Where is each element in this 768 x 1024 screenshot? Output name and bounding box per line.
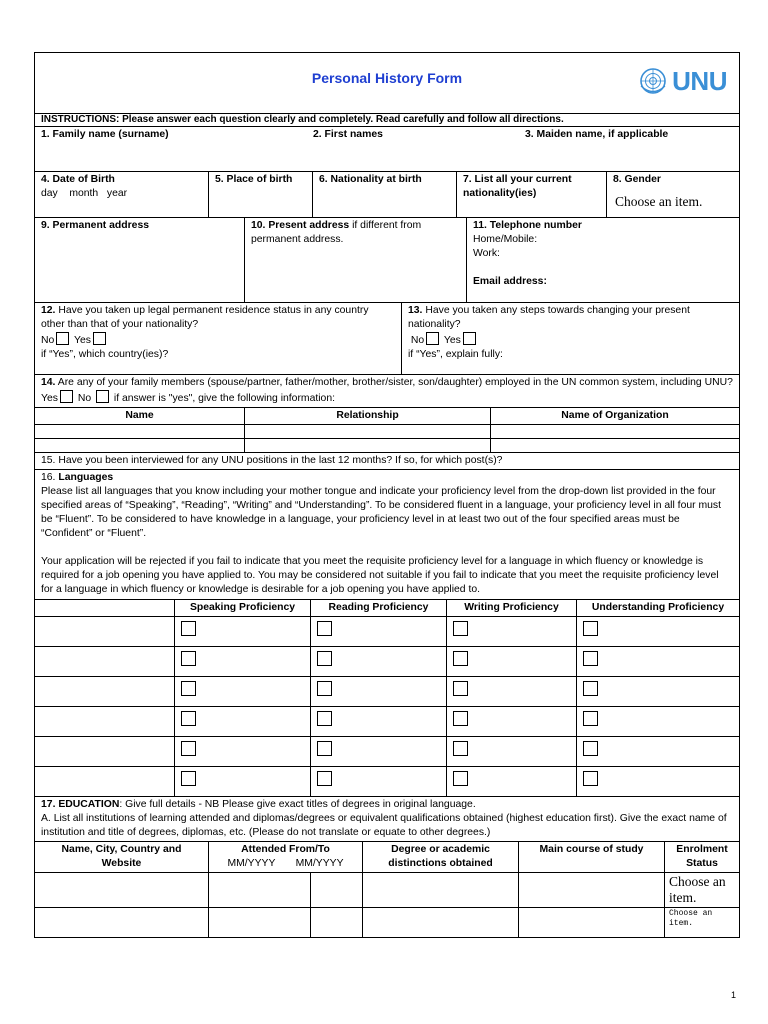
gender-label: 8. Gender: [613, 173, 661, 185]
reading-proficiency-dropdown[interactable]: [317, 741, 332, 756]
writing-proficiency-dropdown[interactable]: [453, 651, 468, 666]
speaking-proficiency-dropdown[interactable]: [181, 711, 196, 726]
birth-section: [34, 172, 740, 219]
writing-proficiency-cell: [447, 677, 577, 707]
writing-proficiency-cell: [447, 737, 577, 767]
q13-followup: if “Yes”, explain fully:: [408, 348, 503, 360]
writing-proficiency-dropdown[interactable]: [453, 681, 468, 696]
q17-line-a: A. List all institutions of learning attended and diplomas/degrees or equivalent qualifications obtained (highest education first). Give the exact name of institution and title of degrees, diplomas, etc. (Please do not translate or equate to other degrees.): [41, 813, 727, 838]
understanding-proficiency-cell: [577, 617, 740, 647]
q12-yes-label: Yes: [74, 334, 91, 346]
gender-field: [607, 172, 740, 218]
edu-name-cell[interactable]: [35, 908, 209, 938]
edu-col-degree: Degree or academic distinctions obtained: [363, 842, 519, 873]
dob-parts: [41, 187, 202, 201]
q12-num: 12.: [41, 304, 56, 316]
understanding-proficiency-cell: [577, 707, 740, 737]
speaking-proficiency-dropdown[interactable]: [181, 741, 196, 756]
residence-question: [35, 303, 402, 375]
languages-para-1: Please list all languages that you know including your mother tongue and indicate your proficiency level from the drop-down list provided in the four specified areas of “Speaking”, “Reading”, “Writing” and “Understanding”. To be considered fluent in a language, your proficiency level in all four must be “Fluent”. To be considered to have knowledge in a language, your proficiency level in at least two out of the four specified areas must be “Confident” or “Fluent”.: [41, 486, 721, 539]
understanding-proficiency-cell: [577, 737, 740, 767]
family-un-section: [34, 375, 740, 453]
gender-dropdown[interactable]: Choose an item.: [615, 193, 703, 209]
writing-col: Writing Proficiency: [447, 600, 577, 617]
understanding-proficiency-cell: [577, 647, 740, 677]
edu-to-label: MM/YYYY: [295, 858, 344, 869]
family-org-cell[interactable]: [491, 439, 740, 453]
understanding-proficiency-dropdown[interactable]: [583, 711, 598, 726]
languages-section: [34, 453, 740, 600]
q13-text: Have you taken any steps towards changing your present nationality?: [408, 304, 690, 330]
edu-study-cell[interactable]: [519, 873, 665, 908]
language-name-cell[interactable]: [35, 707, 175, 737]
place-of-birth-field[interactable]: 5. Place of birth: [209, 172, 313, 218]
q17-intro: : Give full details - NB Please give exact titles of degrees in original language.: [119, 799, 476, 810]
understanding-col: Understanding Proficiency: [577, 600, 740, 617]
family-un-question: [35, 375, 740, 408]
reading-proficiency-cell: [311, 707, 447, 737]
telephone-field[interactable]: [467, 218, 740, 302]
q14-text: Are any of your family members (spouse/partner, father/mother, brother/sister, son/daughter) employed in the UN common system, including UNU? Yes: [41, 377, 733, 404]
language-name-cell[interactable]: [35, 647, 175, 677]
speaking-proficiency-dropdown[interactable]: [181, 651, 196, 666]
speaking-proficiency-cell: [175, 737, 311, 767]
understanding-proficiency-cell: [577, 767, 740, 797]
edu-attended-label: Attended From/To: [241, 844, 330, 855]
languages-table: [34, 600, 740, 797]
maiden-name-field[interactable]: 3. Maiden name, if applicable: [519, 127, 740, 171]
form-title: Personal History Form: [311, 70, 463, 86]
edu-col-attended: [209, 842, 363, 873]
q13-yes-label: Yes: [443, 334, 461, 346]
family-name-cell[interactable]: [35, 439, 245, 453]
reading-proficiency-cell: [311, 647, 447, 677]
q16-title: Languages: [58, 472, 114, 483]
writing-proficiency-dropdown[interactable]: [453, 621, 468, 636]
edu-study-cell[interactable]: [519, 908, 665, 938]
telephone-label: 11. Telephone number: [473, 220, 582, 231]
q12-text: Have you taken up legal permanent residence status in any country other than that of your nationality?: [41, 304, 369, 330]
speaking-proficiency-cell: [175, 707, 311, 737]
reading-proficiency-cell: [311, 767, 447, 797]
understanding-proficiency-dropdown[interactable]: [583, 771, 598, 786]
reading-proficiency-cell: [311, 677, 447, 707]
edu-col-study: Main course of study: [519, 842, 665, 873]
page-number: 1: [730, 990, 736, 1000]
q13-num: 13.: [408, 304, 423, 316]
understanding-proficiency-cell: [577, 677, 740, 707]
edu-col-name: Name, City, Country and Website: [35, 842, 209, 873]
family-relationship-cell[interactable]: [245, 439, 491, 453]
dob-day-label: day: [41, 187, 58, 199]
first-names-field[interactable]: 2. First names: [307, 127, 519, 171]
q16-prefix: 16.: [41, 472, 59, 483]
reading-proficiency-dropdown[interactable]: [317, 711, 332, 726]
work-label: Work:: [473, 248, 500, 259]
understanding-proficiency-dropdown[interactable]: [583, 651, 598, 666]
edu-name-cell[interactable]: [35, 873, 209, 908]
form-header: [34, 52, 740, 127]
writing-proficiency-cell: [447, 617, 577, 647]
speaking-proficiency-dropdown[interactable]: [181, 681, 196, 696]
col-name: Name: [35, 408, 245, 425]
edu-degree-cell[interactable]: [363, 873, 519, 908]
understanding-proficiency-dropdown[interactable]: [583, 621, 598, 636]
reading-proficiency-dropdown[interactable]: [317, 651, 332, 666]
email-label: Email address:: [473, 276, 547, 287]
education-section: [34, 797, 740, 938]
writing-proficiency-dropdown[interactable]: [453, 741, 468, 756]
family-name-cell[interactable]: [35, 425, 245, 439]
family-org-cell[interactable]: [491, 425, 740, 439]
present-address-note: if different from permanent address.: [251, 220, 422, 245]
q14-yes-checkbox[interactable]: [60, 390, 73, 403]
q17-num: 17: [41, 799, 53, 810]
speaking-proficiency-cell: [175, 617, 311, 647]
family-name-field[interactable]: 1. Family name (surname): [35, 127, 308, 171]
understanding-proficiency-dropdown[interactable]: [583, 681, 598, 696]
nationality-change-question: [402, 303, 740, 375]
language-name-cell[interactable]: [35, 677, 175, 707]
reading-proficiency-cell: [311, 617, 447, 647]
languages-instructions: [35, 470, 740, 600]
edu-col-status: Enrolment Status: [665, 842, 740, 873]
writing-proficiency-cell: [447, 647, 577, 677]
q13-yes-checkbox[interactable]: [463, 332, 476, 345]
speaking-proficiency-dropdown[interactable]: [181, 621, 196, 636]
residence-section: [34, 303, 740, 376]
personal-history-form: [34, 52, 740, 938]
permanent-address-field[interactable]: 9. Permanent address: [35, 218, 245, 302]
dob-label: 4. Date of Birth: [41, 173, 115, 185]
q13-no-checkbox[interactable]: [426, 332, 439, 345]
speaking-col: Speaking Proficiency: [175, 600, 311, 617]
instructions: INSTRUCTIONS: Please answer each question clearly and completely. Read carefully and follow all directions.: [35, 114, 740, 127]
present-address-label: 10. Present address: [251, 220, 350, 231]
logo-text: UNU: [672, 66, 727, 96]
speaking-proficiency-cell: [175, 647, 311, 677]
q12-no-label: No: [41, 334, 55, 346]
q17-title: . EDUCATION: [52, 799, 120, 810]
enrolment-status-dropdown[interactable]: Choose an item.: [665, 873, 740, 908]
understanding-proficiency-dropdown[interactable]: [583, 741, 598, 756]
language-col-header: [35, 600, 175, 617]
col-relationship: Relationship: [245, 408, 491, 425]
present-address-field[interactable]: [245, 218, 467, 302]
languages-para-2: Your application will be rejected if you fail to indicate that you meet the requisite proficiency level for a language in which fluency or knowledge is required for a job opening you have applied to. You may be considered not suitable if you fail to indicate that you meet the requisite proficiency level for a language in which fluency or knowledge is desirable for a job opening you have applied to.: [41, 556, 719, 595]
q13-no-label: No: [410, 334, 425, 346]
date-of-birth-field[interactable]: [35, 172, 209, 218]
q14-followup: if answer is "yes", give the following information:: [113, 393, 335, 404]
edu-from-cell[interactable]: [209, 873, 311, 908]
education-instructions: [35, 797, 740, 842]
writing-proficiency-dropdown[interactable]: [453, 771, 468, 786]
q12-followup: if “Yes”, which country(ies)?: [41, 348, 169, 360]
current-nationalities-field[interactable]: 7. List all your current nationality(ies): [457, 172, 607, 218]
language-name-cell[interactable]: [35, 617, 175, 647]
speaking-proficiency-dropdown[interactable]: [181, 771, 196, 786]
family-relationship-cell[interactable]: [245, 425, 491, 439]
nationality-at-birth-field[interactable]: 6. Nationality at birth: [313, 172, 457, 218]
speaking-proficiency-cell: [175, 677, 311, 707]
edu-to-cell[interactable]: [311, 908, 363, 938]
names-section: [34, 127, 740, 172]
reading-proficiency-dropdown[interactable]: [317, 771, 332, 786]
dob-month-label: month: [69, 187, 99, 199]
home-mobile-label: Home/Mobile:: [473, 234, 538, 245]
header-cell: [35, 53, 740, 114]
language-name-cell[interactable]: [35, 737, 175, 767]
q14-no-label: No: [77, 393, 92, 404]
reading-proficiency-dropdown[interactable]: [317, 621, 332, 636]
edu-from-label: MM/YYYY: [227, 858, 276, 869]
q12-no-checkbox[interactable]: [56, 332, 69, 345]
q14-no-checkbox[interactable]: [96, 390, 109, 403]
writing-proficiency-cell: [447, 767, 577, 797]
un-emblem-icon: [638, 66, 668, 96]
unu-logo: [638, 66, 727, 96]
edu-to-cell[interactable]: [311, 873, 363, 908]
col-organization: Name of Organization: [491, 408, 740, 425]
address-section: [34, 218, 740, 303]
dob-year-label: year: [106, 187, 128, 199]
q12-yes-checkbox[interactable]: [93, 332, 106, 345]
edu-degree-cell[interactable]: [363, 908, 519, 938]
q14-num: 14.: [41, 377, 56, 388]
reading-col: Reading Proficiency: [311, 600, 447, 617]
language-name-cell[interactable]: [35, 767, 175, 797]
enrolment-status-dropdown[interactable]: Choose an item.: [665, 908, 740, 938]
reading-proficiency-cell: [311, 737, 447, 767]
speaking-proficiency-cell: [175, 767, 311, 797]
q15-interview-question[interactable]: 15. Have you been interviewed for any UNU positions in the last 12 months? If so, for which post(s)?: [35, 453, 740, 470]
writing-proficiency-dropdown[interactable]: [453, 711, 468, 726]
reading-proficiency-dropdown[interactable]: [317, 681, 332, 696]
edu-from-cell[interactable]: [209, 908, 311, 938]
writing-proficiency-cell: [447, 707, 577, 737]
